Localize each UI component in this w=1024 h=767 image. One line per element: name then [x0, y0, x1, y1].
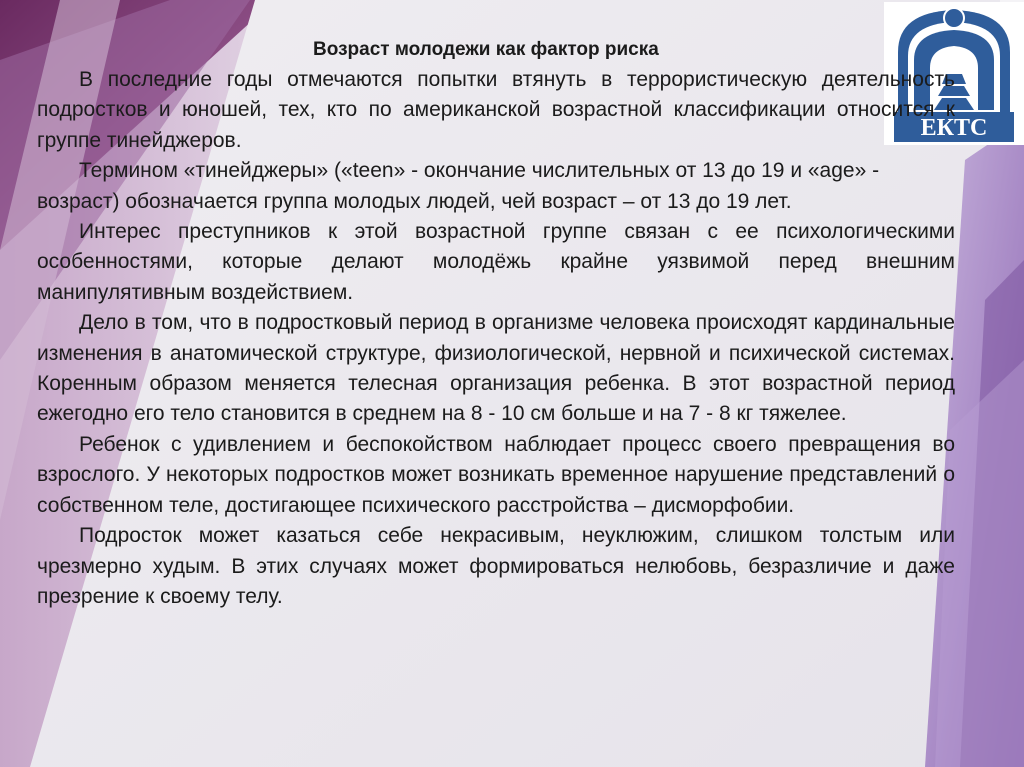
paragraph-5: Ребенок с удивлением и беспокойством наблюдает процесс своего превращения во взрослого. У некоторых подростков может возникать временное нарушение представлений о собственном теле, достигающее психического расстройства – дисморфобии. [37, 432, 955, 517]
document-body [37, 36, 955, 612]
svg-text:ЕКТС: ЕКТС [920, 115, 988, 141]
paragraph-1: В последние годы отмечаются попытки втянуть в террористическую деятельность подростков и юношей, тех, кто по американской возрастной классификации относится к группе тинейджеров. [37, 68, 955, 152]
paragraph-4: Дело в том, что в подростковый период в организме человека происходят кардинальные изменения в анатомической структуре, физиологической, нервной и психической системах. Коренным образом меняется телесная организация ребенка. В этот возрастной период ежегодно его тело становится в среднем на 8 - 10 см больше и на 7 - 8 кг тяжелее. [37, 311, 955, 426]
paragraph-6: Подросток может казаться себе некрасивым, неуклюжим, слишком толстым или чрезмерно худым. В этих случаях может формироваться нелюбовь, безразличие и даже презрение к своему телу. [37, 524, 955, 608]
paragraph-3: Интерес преступников к этой возрастной группе связан с ее психологическими особенностями, которые делают молодёжь крайне уязвимой перед внешним манипулятивным воздействием. [37, 220, 955, 304]
page-title: Возраст молодежи как фактор риска [313, 39, 659, 60]
paragraph-2: Термином «тинейджеры» («teen» - окончание числительных от 13 до 19 и «age» - возраст) обозначается группа молодых людей, чей возраст – от 13 до 19 лет. [37, 159, 880, 213]
